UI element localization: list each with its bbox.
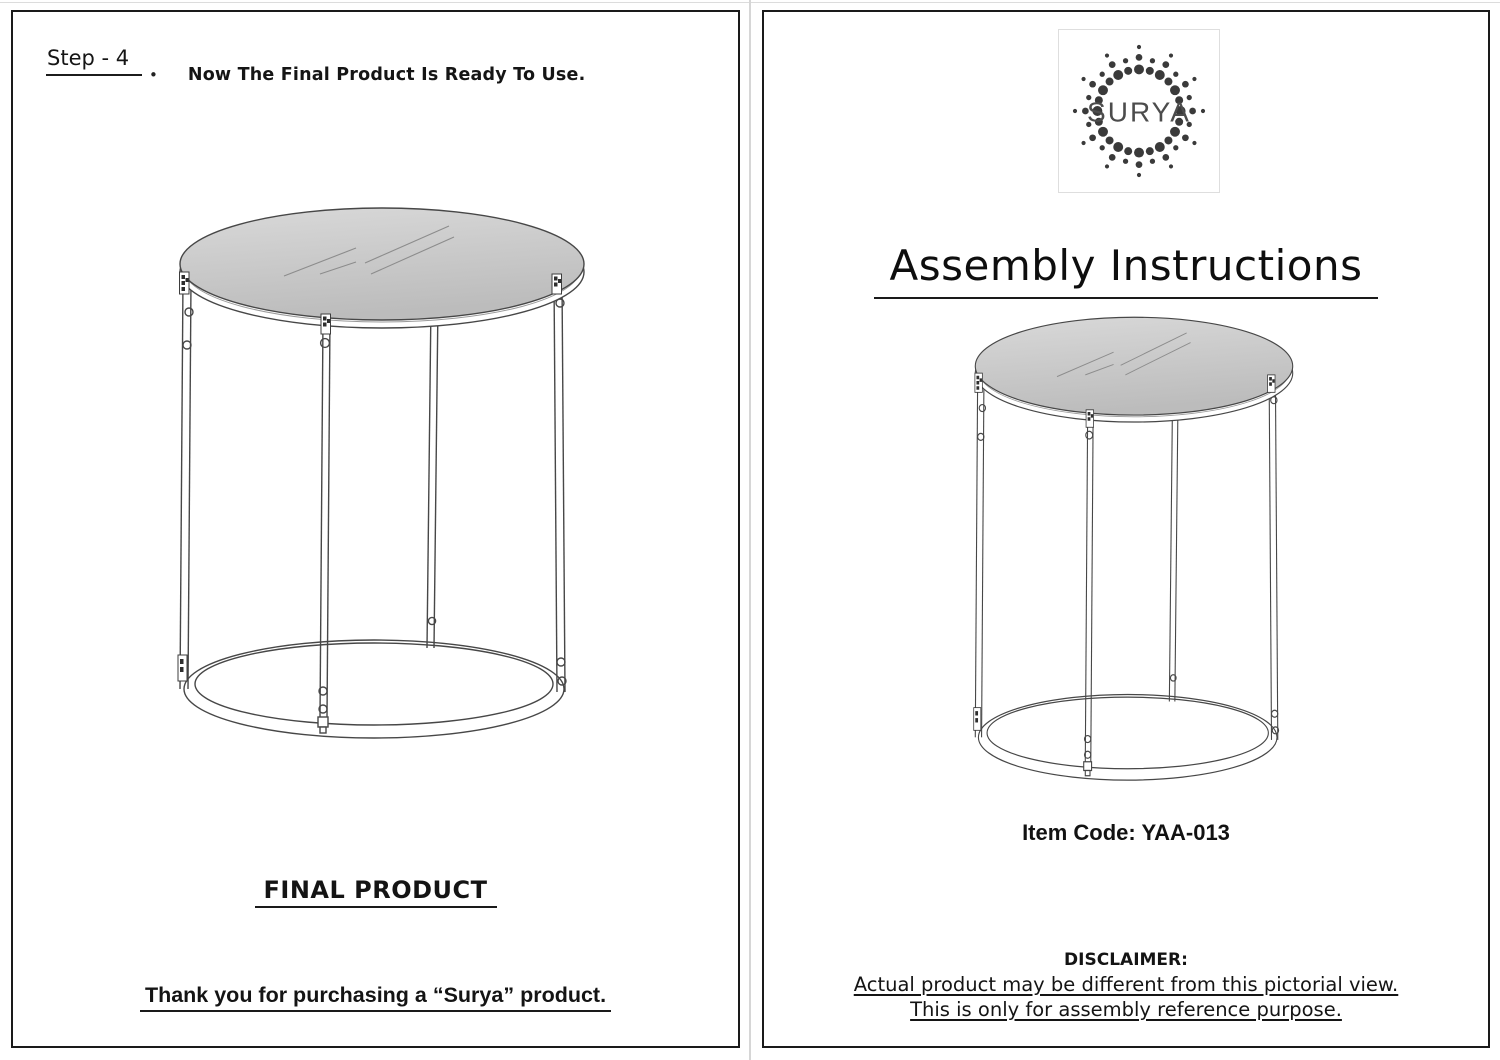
logo-sun-dot xyxy=(1113,142,1123,152)
logo-sun-dot xyxy=(1169,53,1173,57)
logo-sun-dot xyxy=(1150,159,1155,164)
logo-sun-dot xyxy=(1124,147,1132,155)
logo-sun-dot xyxy=(1164,136,1172,144)
logo-sun-dot xyxy=(1081,77,1085,81)
disclaimer-heading: DISCLAIMER: xyxy=(1064,950,1188,970)
bullet-icon: • xyxy=(149,66,158,84)
logo-sun-dot xyxy=(1150,58,1155,63)
cover-table-illustration xyxy=(969,312,1299,836)
logo-sun-dot xyxy=(1170,127,1180,137)
logo-sun-dot xyxy=(1164,78,1172,86)
logo-sun-dot xyxy=(1155,142,1165,152)
logo-sun-dot xyxy=(1146,67,1154,75)
left-instruction-page xyxy=(11,10,740,1048)
logo-sun-dot xyxy=(1081,141,1085,145)
logo-sun-dot xyxy=(1192,77,1196,81)
logo-sun-dot xyxy=(1192,141,1196,145)
logo-sun-dot xyxy=(1170,85,1180,95)
logo-sun-dot xyxy=(1182,134,1189,141)
surya-logo xyxy=(1058,29,1220,193)
logo-sun-dot xyxy=(1109,154,1116,161)
logo-sun-dot xyxy=(1137,45,1141,49)
logo-sun-dot xyxy=(1182,81,1189,88)
logo-sun-dot xyxy=(1106,78,1114,86)
logo-sun-dot xyxy=(1123,58,1128,63)
logo-sun-dot xyxy=(1098,127,1108,137)
logo-sun-dot xyxy=(1105,164,1109,168)
step-instruction-text: Now The Final Product Is Ready To Use. xyxy=(187,65,586,85)
logo-sun-dot xyxy=(1105,53,1109,57)
logo-sun-dot xyxy=(1173,145,1178,150)
logo-sun-dot xyxy=(1201,109,1205,113)
surya-sunburst-logo-icon xyxy=(1059,30,1219,192)
disclaimer-line-1: Actual product may be different from this pictorial view. xyxy=(853,973,1399,996)
logo-sun-dot xyxy=(1134,64,1144,74)
logo-sun-dot xyxy=(1109,61,1116,68)
logo-sun-dot xyxy=(1098,85,1108,95)
logo-sun-dot xyxy=(1136,54,1143,61)
logo-sun-dot xyxy=(1162,154,1169,161)
disclaimer-block xyxy=(764,948,1488,1022)
logo-sun-dot xyxy=(1089,134,1096,141)
logo-sun-dot xyxy=(1106,136,1114,144)
right-cover-page xyxy=(762,10,1490,1048)
logo-sun-dot xyxy=(1113,70,1123,80)
step-heading: Step - 4 xyxy=(46,46,142,76)
step-instruction-row xyxy=(149,64,585,86)
logo-wordmark: SURYA xyxy=(1087,96,1191,128)
final-product-caption: FINAL PRODUCT xyxy=(13,876,738,904)
thank-you-note: Thank you for purchasing a “Surya” product. xyxy=(13,983,738,1008)
logo-sun-dot xyxy=(1162,61,1169,68)
logo-sun-dot xyxy=(1089,81,1096,88)
logo-sun-dot xyxy=(1124,67,1132,75)
final-product-table-illustration xyxy=(172,202,592,802)
logo-sun-dot xyxy=(1100,145,1105,150)
logo-sun-dot xyxy=(1073,109,1077,113)
logo-sun-dot xyxy=(1100,72,1105,77)
page-divider-seam xyxy=(749,0,751,1060)
logo-sun-dot xyxy=(1146,147,1154,155)
logo-sun-dot xyxy=(1137,173,1141,177)
logo-sun-dot xyxy=(1136,161,1143,168)
logo-sun-dot xyxy=(1169,164,1173,168)
logo-sun-dot xyxy=(1123,159,1128,164)
disclaimer-line-2: This is only for assembly reference purpose. xyxy=(910,998,1342,1021)
logo-sun-dot xyxy=(1173,72,1178,77)
item-code-label: Item Code: YAA-013 xyxy=(1022,820,1230,845)
logo-sun-dot xyxy=(1134,148,1144,158)
page-title: Assembly Instructions xyxy=(764,241,1488,290)
logo-sun-dot xyxy=(1155,70,1165,80)
